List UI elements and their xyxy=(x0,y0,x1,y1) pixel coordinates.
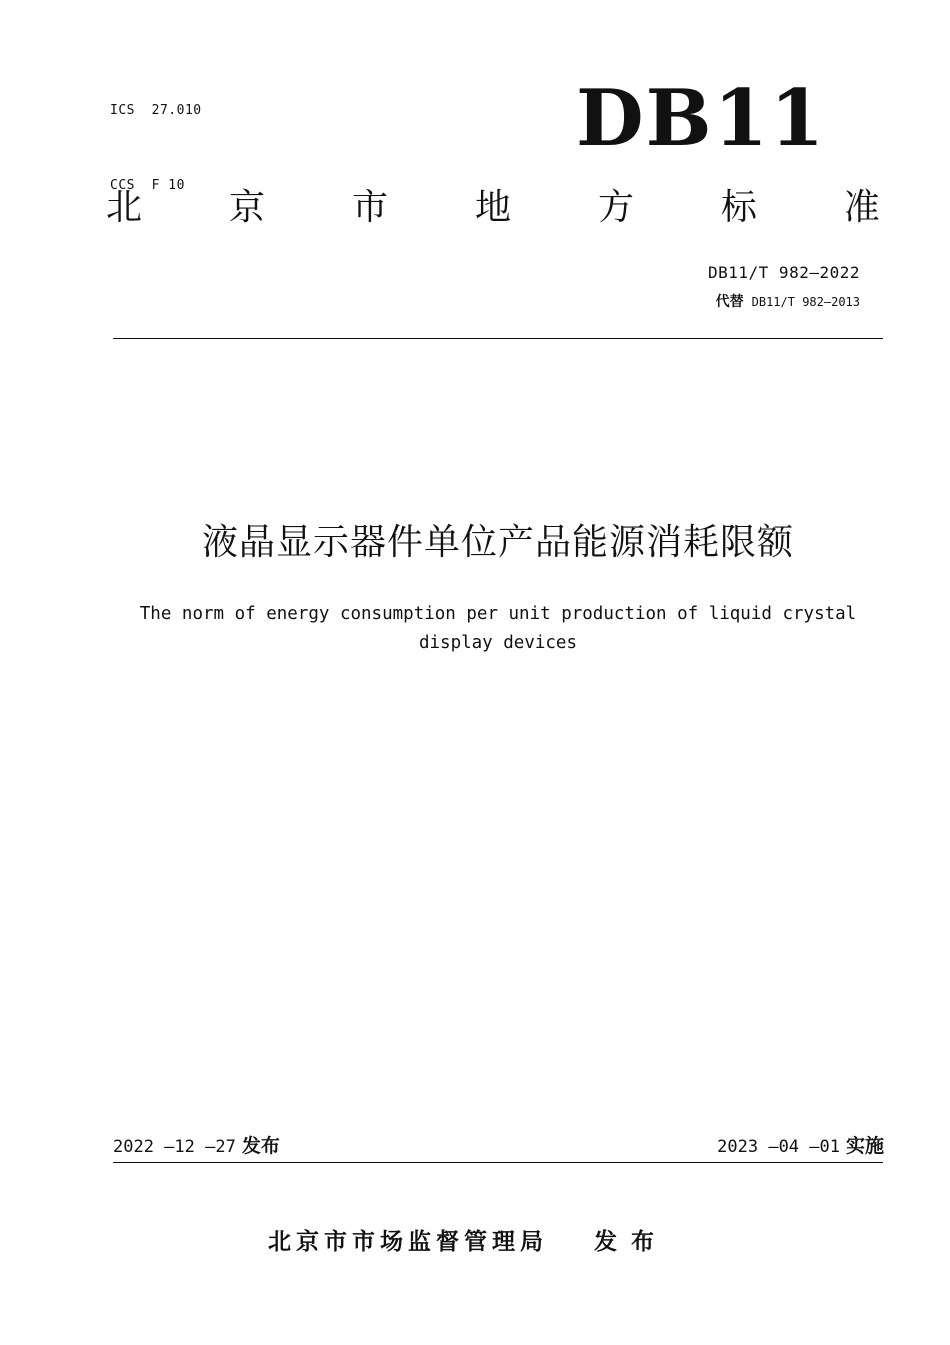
replaces-number: DB11/T 982—2013 xyxy=(751,295,860,309)
issue-label: 发布 xyxy=(241,1135,280,1157)
ccs-code: CCS F 10 xyxy=(110,178,185,193)
implement-date: 2023 —04 —01 xyxy=(717,1137,840,1157)
header-divider xyxy=(113,338,883,339)
issue-date: 2022 —12 —27 xyxy=(113,1137,236,1157)
footer-divider xyxy=(113,1162,883,1163)
replaces-label: 代替 xyxy=(715,294,744,310)
publisher-organization: 北京市市场监督管理局 xyxy=(268,1229,548,1255)
standard-type-char: 京 xyxy=(228,187,265,228)
document-title-english: The norm of energy consumption per unit production of liquid crystal display devices xyxy=(139,604,857,653)
publisher-label: 发布 xyxy=(594,1229,668,1255)
standard-type-char: 标 xyxy=(720,187,757,228)
db-code-logo: DB11 xyxy=(576,73,827,164)
standard-type-char: 方 xyxy=(597,187,634,228)
ics-code: ICS 27.010 xyxy=(110,103,202,118)
standard-type-char: 准 xyxy=(843,187,880,228)
publisher-line xyxy=(268,1226,668,1258)
issue-date-line xyxy=(113,1132,280,1161)
standard-type-heading xyxy=(106,186,880,230)
standard-type-char: 市 xyxy=(351,187,388,228)
implement-label: 实施 xyxy=(845,1135,884,1157)
standard-type-char: 北 xyxy=(106,187,143,228)
standard-number: DB11/T 982—2022 xyxy=(708,263,860,282)
implement-date-line xyxy=(717,1132,884,1161)
replaces-line xyxy=(716,292,860,312)
standard-type-char: 地 xyxy=(474,187,511,228)
document-title-chinese: 液晶显示器件单位产品能源消耗限额 xyxy=(201,522,794,563)
